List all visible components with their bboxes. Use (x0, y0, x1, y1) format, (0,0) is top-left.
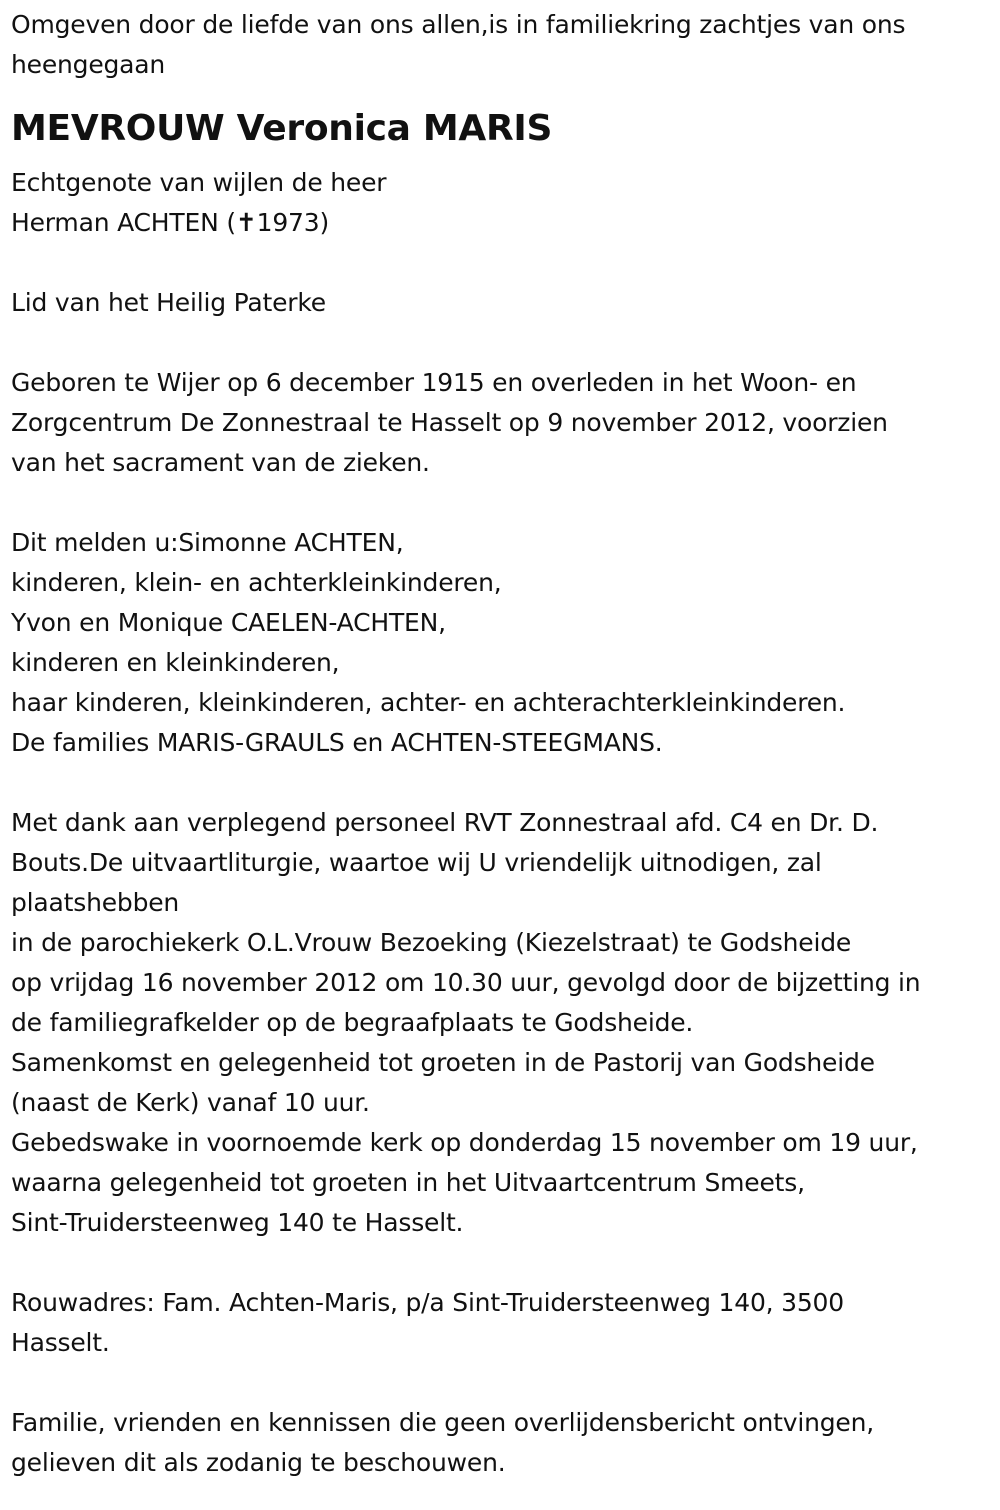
funeral-line: Met dank aan verplegend personeel RVT Zonnestraal afd. C4 en Dr. D. (11, 808, 879, 837)
address-paragraph (11, 1283, 986, 1363)
spouse-paragraph (11, 163, 986, 243)
spacer (11, 1243, 986, 1283)
funeral-line: Gebedswake in voornoemde kerk op donderdag 15 november om 19 uur, (11, 1128, 918, 1157)
family-line: De families MARIS-GRAULS en ACHTEN-STEEGMANS. (11, 728, 663, 757)
funeral-line: in de parochiekerk O.L.Vrouw Bezoeking (Kiezelstraat) te Godsheide (11, 928, 852, 957)
family-paragraph (11, 523, 986, 763)
spacer (11, 243, 986, 283)
spacer (11, 85, 986, 95)
intro-line: Omgeven door de liefde van ons allen,is in familiekring zachtjes van ons (11, 10, 906, 39)
funeral-paragraph (11, 803, 986, 1243)
spacer (11, 323, 986, 363)
intro-paragraph (11, 5, 986, 85)
closing-paragraph (11, 1403, 986, 1483)
birth-death-line: van het sacrament van de zieken. (11, 448, 430, 477)
birth-death-paragraph (11, 363, 986, 483)
funeral-line: plaatshebben (11, 888, 180, 917)
family-line: kinderen en kleinkinderen, (11, 648, 340, 677)
spacer (11, 1363, 986, 1403)
membership-line: Lid van het Heilig Paterke (11, 288, 326, 317)
funeral-line: Samenkomst en gelegenheid tot groeten in de Pastorij van Godsheide (11, 1048, 875, 1077)
funeral-line: waarna gelegenheid tot groeten in het Uitvaartcentrum Smeets, (11, 1168, 805, 1197)
funeral-line: Sint-Truidersteenweg 140 te Hasselt. (11, 1208, 464, 1237)
intro-line: heengegaan (11, 50, 166, 79)
funeral-line: de familiegrafkelder op de begraafplaats te Godsheide. (11, 1008, 694, 1037)
family-line: haar kinderen, kleinkinderen, achter- en achterachterkleinkinderen. (11, 688, 846, 717)
spouse-line: Echtgenote van wijlen de heer (11, 168, 387, 197)
closing-line: Familie, vrienden en kennissen die geen overlijdensbericht ontvingen, (11, 1408, 875, 1437)
death-notice (11, 5, 986, 1483)
funeral-line: op vrijdag 16 november 2012 om 10.30 uur, gevolgd door de bijzetting in (11, 968, 921, 997)
funeral-line: (naast de Kerk) vanaf 10 uur. (11, 1088, 370, 1117)
address-line: Rouwadres: Fam. Achten-Maris, p/a Sint-Truidersteenweg 140, 3500 (11, 1288, 844, 1317)
closing-line: gelieven dit als zodanig te beschouwen. (11, 1448, 506, 1477)
family-line: kinderen, klein- en achterkleinkinderen, (11, 568, 502, 597)
deceased-name-heading: MEVROUW Veronica MARIS (11, 108, 553, 149)
birth-death-line: Zorgcentrum De Zonnestraal te Hasselt op 9 november 2012, voorzien (11, 408, 888, 437)
spouse-line: Herman ACHTEN (✝1973) (11, 208, 329, 237)
spacer (11, 483, 986, 523)
birth-death-line: Geboren te Wijer op 6 december 1915 en overleden in het Woon- en (11, 368, 857, 397)
spacer (11, 763, 986, 803)
family-line: Dit melden u:Simonne ACHTEN, (11, 528, 404, 557)
family-line: Yvon en Monique CAELEN-ACHTEN, (11, 608, 446, 637)
funeral-line: Bouts.De uitvaartliturgie, waartoe wij U vriendelijk uitnodigen, zal (11, 848, 822, 877)
address-line: Hasselt. (11, 1328, 110, 1357)
